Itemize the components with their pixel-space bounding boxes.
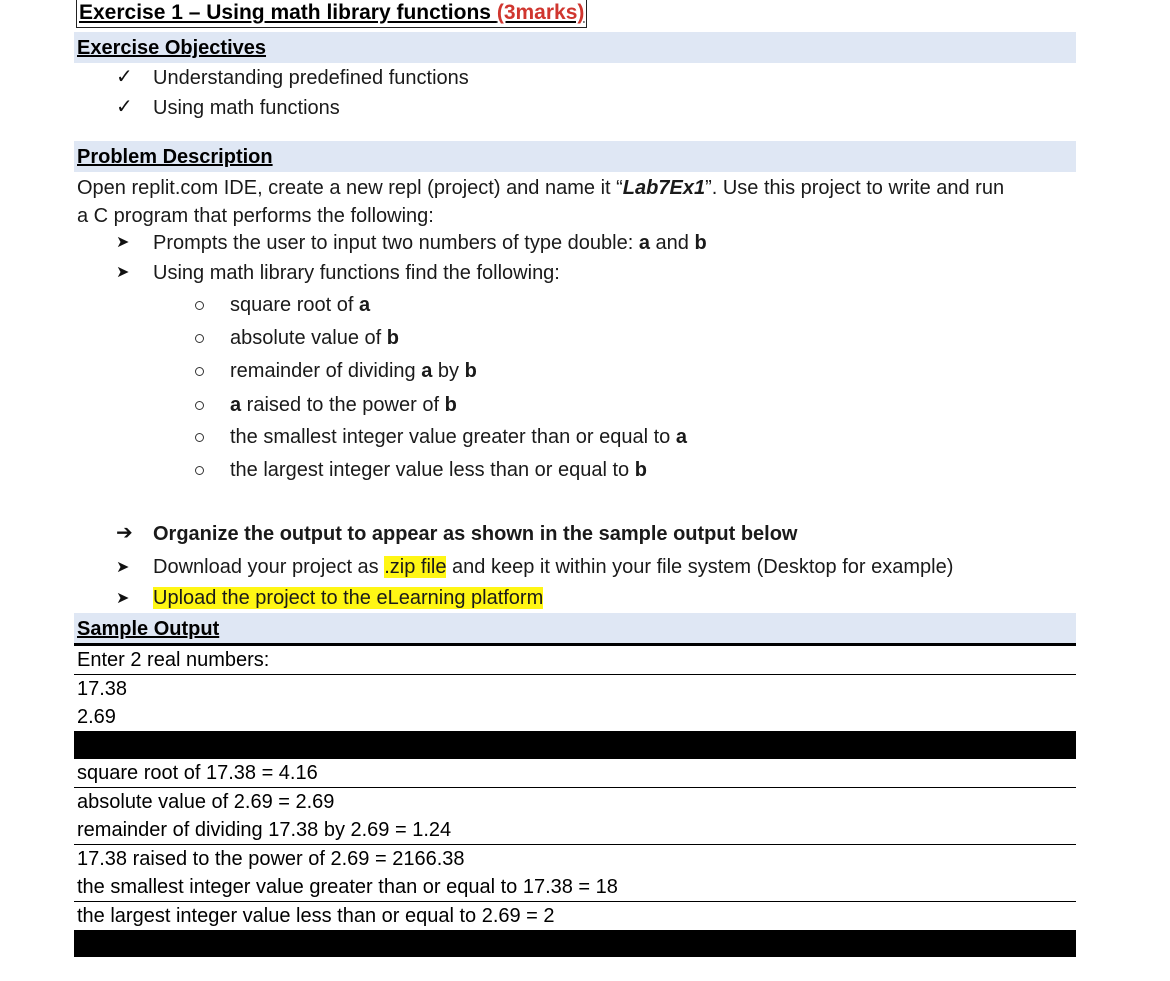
- sub-text: square root of: [230, 294, 359, 316]
- title-text: Exercise 1 – Using math library functions: [79, 1, 491, 24]
- console-line: Enter 2 real numbers:: [74, 646, 1076, 674]
- var: a: [675, 426, 687, 448]
- download-text: Download your project as: [153, 556, 385, 578]
- objective-item: Using math functions: [153, 97, 340, 119]
- sub-item-sqrt: [230, 292, 370, 318]
- var: b: [386, 327, 399, 349]
- intro-text: ”. Use this project to write and run: [705, 177, 1005, 199]
- zip-highlight: .zip file: [384, 556, 447, 578]
- upload-line: [153, 585, 543, 611]
- sub-text: the smallest integer value greater than or equal to: [230, 426, 676, 448]
- sub-text: the largest integer value less than or equal to: [230, 459, 635, 481]
- arrowhead-icon: ➤: [116, 590, 130, 607]
- objectives-heading: Exercise Objectives: [77, 37, 267, 59]
- sub-text: by: [432, 360, 465, 382]
- sub-item-ceil: [230, 424, 687, 450]
- sub-item-remainder: [230, 358, 477, 384]
- organize-line: Organize the output to appear as shown in the sample output below: [153, 523, 798, 545]
- download-text: and keep it within your file system (Desktop for example): [446, 556, 954, 578]
- console-line: 17.38 raised to the power of 2.69 = 2166.38: [74, 845, 1076, 873]
- check-icon: ✓: [116, 96, 133, 118]
- var: a: [358, 294, 371, 316]
- console-line: 17.38: [74, 675, 1076, 703]
- sub-text: remainder of dividing: [230, 360, 422, 382]
- and-text: and: [649, 232, 695, 254]
- objectives-heading-band: [74, 32, 1076, 63]
- using-line: Using math library functions find the following:: [153, 262, 560, 284]
- right-arrow-icon: ➔: [116, 522, 133, 544]
- var: b: [634, 459, 647, 481]
- download-line: [153, 554, 953, 580]
- objective-item: Understanding predefined functions: [153, 67, 469, 89]
- arrowhead-icon: ➤: [116, 264, 130, 281]
- console-line: the smallest integer value greater than or equal to 17.38 = 18: [74, 873, 1076, 901]
- arrowhead-icon: ➤: [116, 559, 130, 576]
- sub-text: raised to the power of: [241, 394, 445, 416]
- sample-heading-band: [74, 613, 1076, 644]
- intro-line-2: a C program that performs the following:: [77, 205, 434, 227]
- var: a: [230, 394, 242, 416]
- page-title: [76, 0, 587, 28]
- var: b: [444, 394, 457, 416]
- circle-bullet-icon: [195, 301, 204, 310]
- check-icon: ✓: [116, 66, 133, 88]
- sample-output-console: [74, 643, 1076, 957]
- circle-bullet-icon: [195, 466, 204, 475]
- intro-line-1: [77, 175, 1004, 201]
- marks-badge: (3marks): [496, 1, 585, 24]
- intro-text: Open replit.com IDE, create a new repl (project) and name it “: [77, 177, 623, 199]
- var: a: [421, 360, 433, 382]
- arrowhead-icon: ➤: [116, 234, 130, 251]
- sub-item-abs: [230, 325, 399, 351]
- problem-heading: Problem Description: [77, 146, 273, 168]
- console-line-blank: [74, 731, 1076, 759]
- sample-heading: Sample Output: [77, 618, 220, 640]
- upload-highlight: Upload the project to the eLearning platform: [153, 587, 544, 609]
- var: b: [464, 360, 477, 382]
- sub-item-floor: [230, 457, 647, 483]
- problem-heading-band: [74, 141, 1076, 172]
- console-line: remainder of dividing 17.38 by 2.69 = 1.24: [74, 816, 1076, 844]
- console-line: absolute value of 2.69 = 2.69: [74, 788, 1076, 816]
- sub-text: absolute value of: [230, 327, 387, 349]
- var-b: b: [694, 232, 707, 254]
- sub-item-power: [230, 392, 457, 418]
- project-name: Lab7Ex1: [622, 177, 706, 199]
- prompt-text: Prompts the user to input two numbers of type double:: [153, 232, 639, 254]
- console-line: 2.69: [74, 703, 1076, 731]
- circle-bullet-icon: [195, 367, 204, 376]
- prompt-line: [153, 230, 707, 256]
- circle-bullet-icon: [195, 433, 204, 442]
- console-line: square root of 17.38 = 4.16: [74, 759, 1076, 787]
- var-a: a: [638, 232, 650, 254]
- circle-bullet-icon: [195, 401, 204, 410]
- circle-bullet-icon: [195, 334, 204, 343]
- console-line: the largest integer value less than or equal to 2.69 = 2: [74, 902, 1076, 930]
